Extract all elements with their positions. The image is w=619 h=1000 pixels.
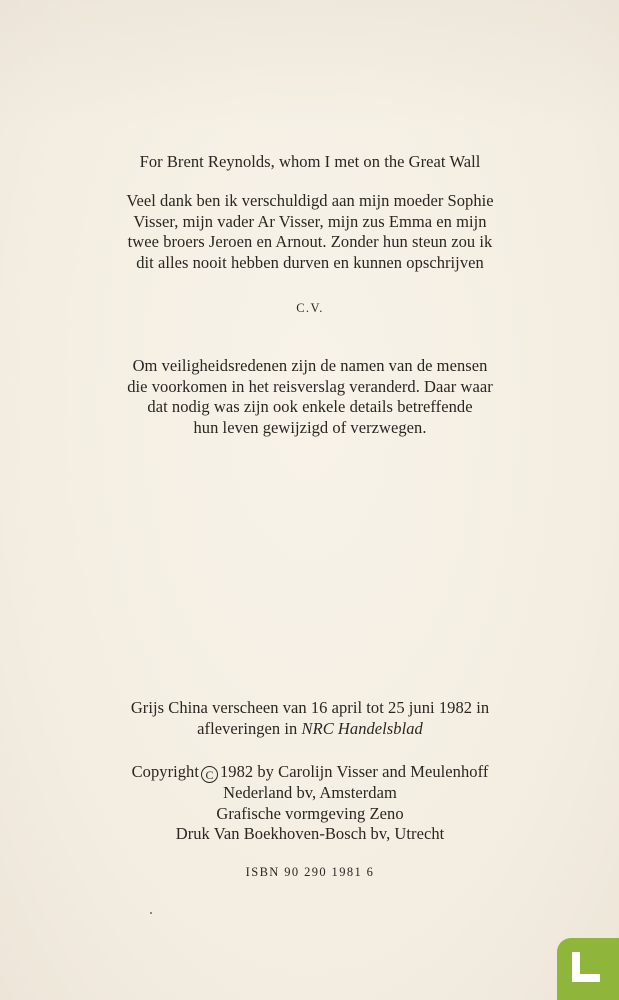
copyright-line-4: Druk Van Boekhoven-Bosch bv, Utrecht xyxy=(175,824,445,843)
acknowledgements-line-3: twee broers Jeroen en Arnout. Zonder hun steun zou ik xyxy=(127,232,493,251)
initials xyxy=(90,298,530,319)
copyright-line-3: Grafische vormgeving Zeno xyxy=(216,803,404,823)
publication-note xyxy=(90,698,530,739)
acknowledgements-line-2: Visser, mijn vader Ar Visser, mijn zus Emma en mijn xyxy=(133,211,487,231)
author-initials: C.V. xyxy=(296,301,324,315)
copyright-line-1 xyxy=(90,762,530,783)
copyright-block xyxy=(90,762,530,845)
logo-L-icon xyxy=(572,952,600,982)
copyright-line-2: Nederland bv, Amsterdam xyxy=(223,783,397,802)
privacy-note-line-2: die voorkomen in het reisverslag veranderd. Daar waar xyxy=(127,376,493,396)
copyright-symbol-icon: C xyxy=(201,766,218,783)
isbn-block xyxy=(90,862,530,883)
logo-badge xyxy=(557,938,619,1000)
paper-speck xyxy=(150,912,152,914)
isbn-text: ISBN 90 290 1981 6 xyxy=(245,865,375,879)
publication-line-2-prefix: afleveringen in xyxy=(197,718,302,738)
acknowledgements xyxy=(90,191,530,273)
copyright-prefix: Copyright xyxy=(131,762,199,781)
copyright-suffix: 1982 by Carolijn Visser and Meulenhoff xyxy=(219,762,489,781)
acknowledgements-line-1: Veel dank ben ik verschuldigd aan mijn moeder Sophie xyxy=(126,191,494,210)
dedication xyxy=(90,152,530,173)
privacy-note-line-4: hun leven gewijzigd of verzwegen. xyxy=(193,417,427,437)
publication-line-2 xyxy=(90,719,530,740)
bleed-through-shadow xyxy=(0,0,619,130)
acknowledgements-line-4: dit alles nooit hebben durven en kunnen opschrijven xyxy=(136,252,484,272)
newspaper-name: NRC Handelsblad xyxy=(301,718,423,738)
privacy-note-line-3: dat nodig was zijn ook enkele details betreffende xyxy=(147,397,473,416)
privacy-note-line-1: Om veiligheidsredenen zijn de namen van de mensen xyxy=(132,356,488,375)
dedication-text: For Brent Reynolds, whom I met on the Great Wall xyxy=(139,152,481,171)
publication-line-1: Grijs China verscheen van 16 april tot 25 juni 1982 in xyxy=(130,698,490,717)
privacy-note xyxy=(90,356,530,438)
